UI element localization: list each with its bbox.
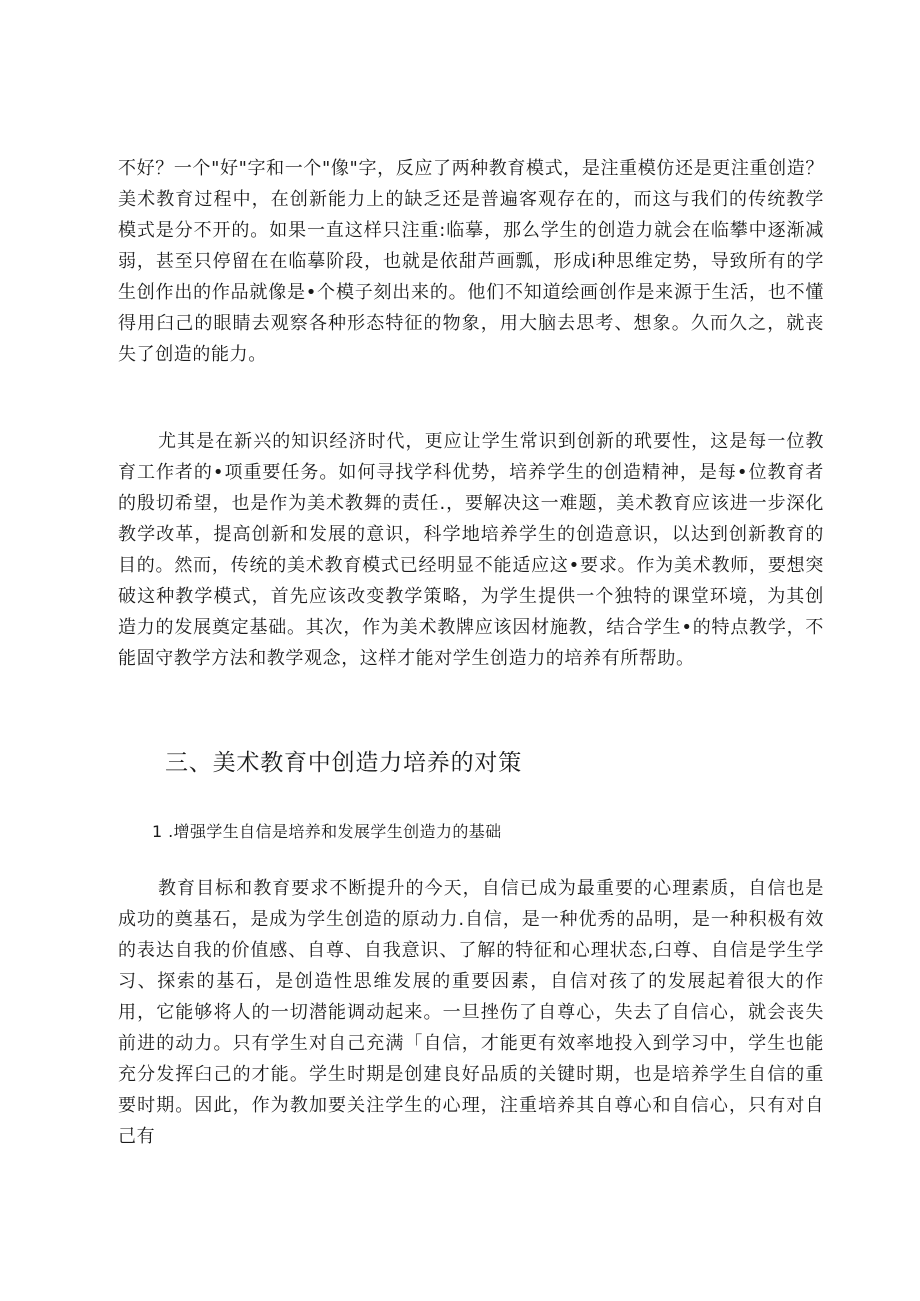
subsection-heading: 1 .增强学生自信是培养和发展学生创造力的基础 xyxy=(152,822,502,841)
section-heading: 三、美术教育中创造力培养的对策 xyxy=(165,750,522,776)
body-paragraph-3: 教育目标和教育要求不断提升的今天，自信已成为最重要的心理素质，自信也是成功的奠基石，是成为学生创造的原动力.自信，是一种优秀的品明，是一种积极有效的表达自我的价值感、自尊、自我意识、了解的特征和心理状态,臼尊、自信是学生学习、探索的基石，是创造性思维发展的重要因素，自信对孩了的发展起着很大的作用，它能够将人的一切潜能调动起来。一旦挫伤了自尊心，失去了自信心，就会丧失前进的动力。只有学生对自己充满「自信，才能更有效率地投入到学习中，学生也能充分发挥臼己的才能。学生时期是创建良好品质的关键时期，也是培养学生自信的重要时期。因此，作为教加要关注学生的心理，注重培养其自尊心和自信心，只有对自己有 xyxy=(118,878,824,1147)
body-paragraph-1: 不好？一个"好"字和一个"像"字，反应了两种教育模式，是注重模仿还是更注重创造？美术教育过程中，在创新能力上的缺乏还是普遍客观存在的，而这与我们的传统教学模式是分不开的。如果一直这样只注重:临摹，那么学生的创造力就会在临攀中逐渐减弱，甚至只停留在在临摹阶段，也就是依甜芦画瓢，形成i种思维定势，导致所有的学生创作出的作品就像是•个模子刻出来的。他们不知道绘画创作是来源于生活，也不懂得用臼己的眼睛去观察各种形态特征的物象，用大脑去思考、想象。久而久之，就丧失了创造的能力。 xyxy=(118,158,824,365)
body-paragraph-2: 尤其是在新兴的知识经济时代，更应让学生常识到创新的玳要性，这是每一位教育工作者的•项重要任务。如何寻找学科优势，培养学生的创造精神，是每•位教育者的殷切希望，也是作为美术教舞的责任.，要解决这一难题，美术教育应该进一步深化教学改革，提高创新和发展的意识，科学地培养学生的创造意识，以达到创新教育的目的。然而，传统的美术教育模式已经明显不能适应这•要求。作为美术教师，要想突破这种教学模式，首先应该改变教学策略，为学生提供一个独特的课堂环境，为其创造力的发展奠定基础。其次，作为美术教牌应该因材施教，结合学生•的特点教学，不能固守教学方法和教学观念，这样才能对学生创造力的培养有所帮助。 xyxy=(118,431,824,669)
